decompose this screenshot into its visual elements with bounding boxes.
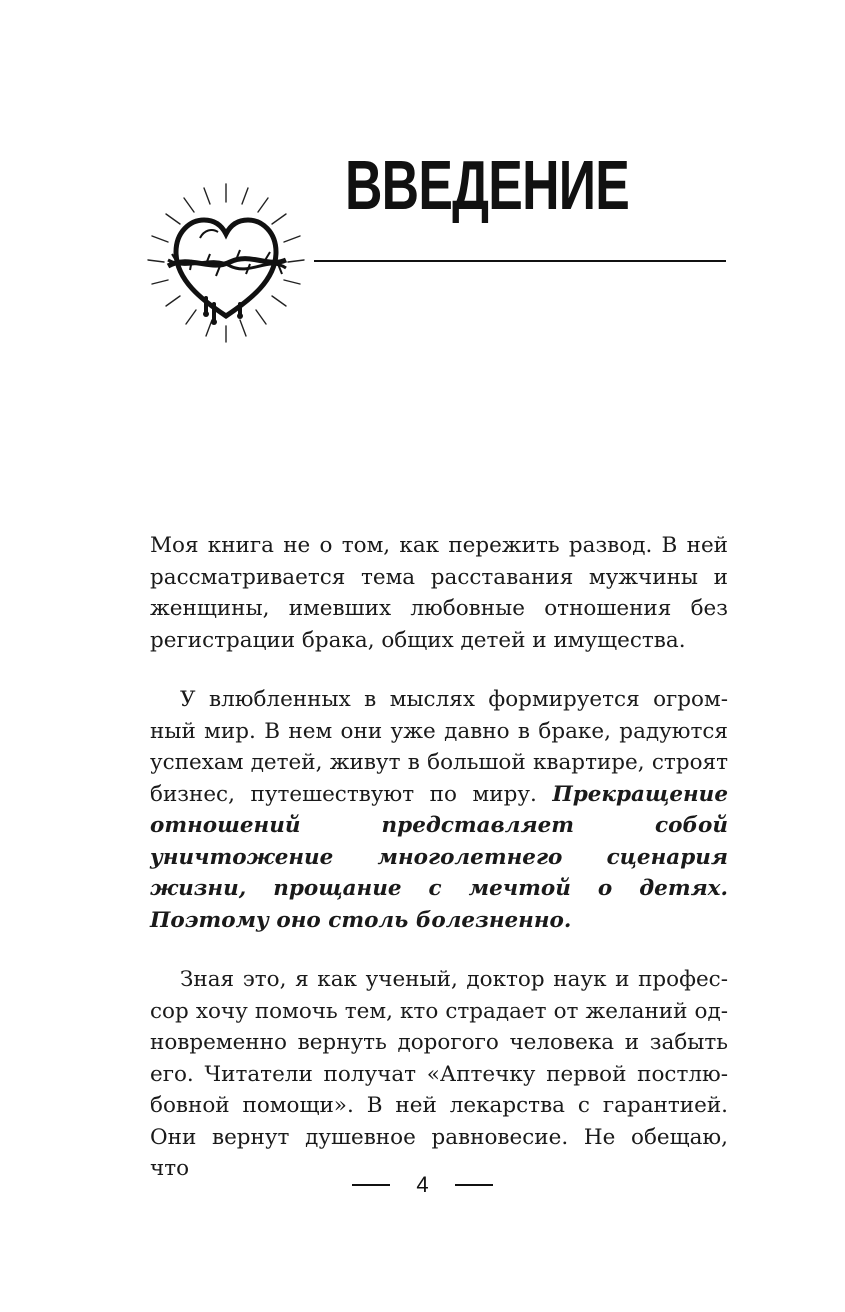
paragraph-3: Зная это, я как ученый, доктор наук и профессор хочу помочь тем, кто страдает от желаний одновременно вернуть дорогого человека и забыть его. Читатели получат «Аптечку первой постлюбовной помощи». В ней лекарства с гарантией. Они вернут душевное равновесие. Не обещаю, что [150,967,728,1181]
heart-with-thorns-icon [140,180,312,352]
paragraph-2-text: У влюбленных в мыслях формируется огромный мир. В нем они уже давно в браке, радуются успехам детей, живут в большой квартире, строят бизнес, путешествуют по миру. [150,687,728,807]
page-number: 4 [416,1172,429,1197]
page-footer [0,1172,845,1198]
body-text [150,530,728,1213]
title-divider [314,260,726,262]
paragraph-2-emphasis: Прекращение отношений представляет собой уничтожение многолетнего сценария жизни, прощание с мечтой о детях. Поэтому оно столь болезненно. [150,781,728,933]
chapter-title: ВВЕДЕНИЕ [345,146,630,224]
paragraph-2 [150,684,728,936]
paragraph-1: Моя книга не о том, как пережить развод. В ней рассматривается тема расставания мужчины и женщины, имевших любовные отношения без регистрации брака, общих детей и имущества. [150,533,728,653]
footer-dash-right [455,1184,493,1186]
footer-dash-left [352,1184,390,1186]
